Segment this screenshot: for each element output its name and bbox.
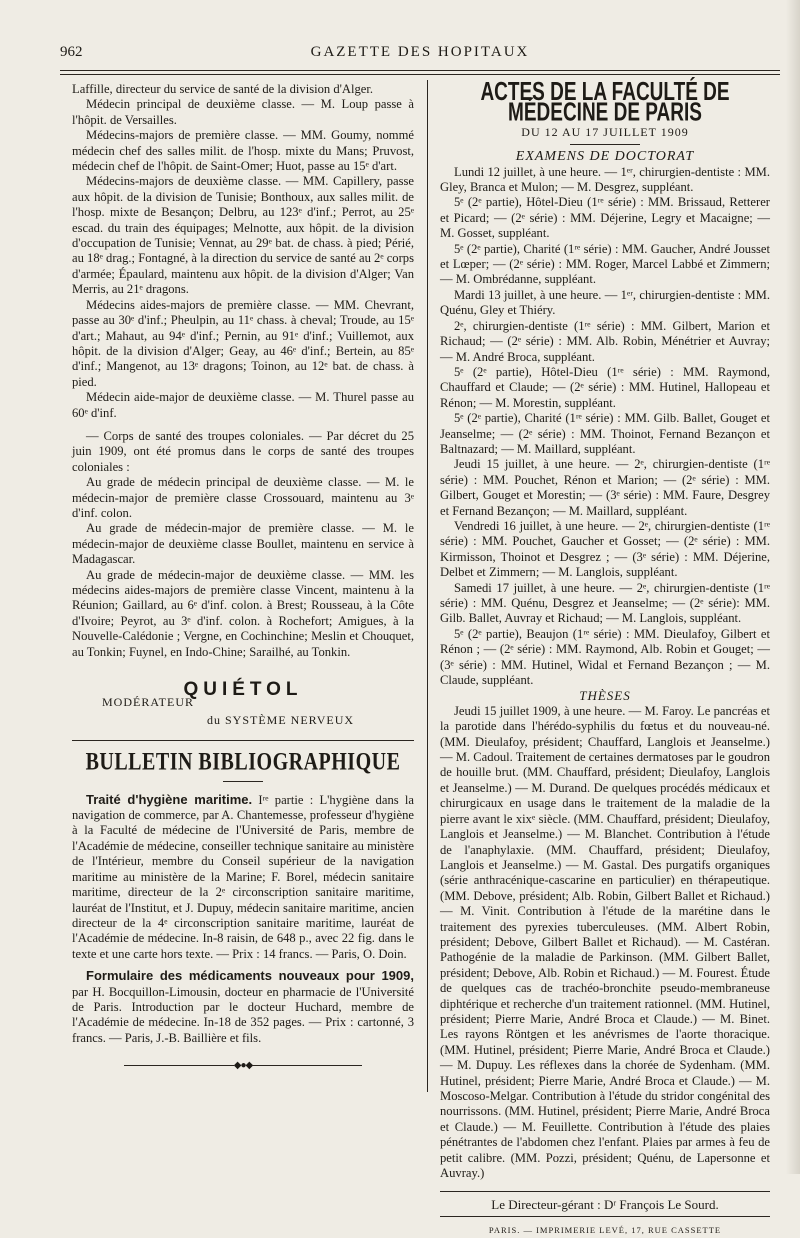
entry-title: Formulaire des médicaments nouveaux pour 1909, <box>86 968 414 984</box>
bulletin-title: BULLETIN BIBLIOGRAPHIQUE <box>85 748 401 776</box>
printer-rule <box>440 1216 770 1217</box>
end-ornament: ◆●◆ <box>72 1058 414 1073</box>
footer-rule <box>440 1191 770 1192</box>
exam-entry: 5ᵉ (2ᵉ partie), Hôtel-Dieu (1ʳᵉ série) : MM. Brissaud, Retterer et Picard; — (2ᵉ série) : MM. Déjerine, Legry et Macaigne; — M. Gosset, suppléant. <box>440 195 770 241</box>
left-paragraph: Au grade de médecin-major de première classe. — M. le médecin-major de deuxième classe Boullet, maintenu en service à Madagascar. <box>72 521 414 567</box>
exam-entry: Vendredi 16 juillet, à une heure. — 2ᵉ, chirurgien-dentiste (1ʳᵉ série) : MM. Pouchet, Gaucher et Gosset; — (2ᵉ série) : MM. Kirmisson, Thoinot et Desgrez ; — (3ᵉ série) : MM. Déjerine, Delbet et Zimmern; — M. Langlois, suppléant. <box>440 518 770 580</box>
header-rule <box>60 70 780 71</box>
page-edge-shadow <box>786 0 800 1174</box>
director-line: Le Directeur-gérant : Dʳ François Le Sourd. <box>491 1197 719 1213</box>
colonial-corps-paragraph: — Corps de santé des troupes coloniales. — Par décret du 25 juin 1909, ont été promus dans le corps de santé des troupes coloniales : <box>72 428 414 474</box>
exams-heading: EXAMENS DE DOCTORAT <box>515 149 695 165</box>
left-paragraph: Au grade de médecin-major de deuxième classe. — MM. les médecins aides-majors de première classe Vincent, maintenu à la Réunion; Gaillard, au 6ᵉ d'inf. colon. à Brest; Rousseau, à la Côte d'Ivoire; Peyrot, au 3ᵉ d'inf. colon. à Rochefort; Amigues, à la Nouvelle-Calédonie ; Vergne, en Cochinchine; Meslin et Chouquet, au Tonkin; Fuynel, en Indo-Chine; Sarailhé, au Tonkin. <box>72 567 414 659</box>
exam-entry: Jeudi 15 juillet, à une heure. — 2ᵉ, chirurgien-dentiste (1ʳᵉ série) : MM. Pouchet, Rénon et Marion; — (2ᵉ série) : MM. Gilbert, Gouget et Morestin; — (3ᵉ série) : MM. Faure, Desgrey et Fernand Bezançon; — M. Maillard, suppléant. <box>440 457 770 518</box>
left-paragraph: Médecins aides-majors de première classe. — MM. Chevrant, passe au 30ᵉ d'inf.; Pheulpin, au 11ᵉ chass. à cheval; Troude, au 15ᵉ d'art.; Mahaut, au 94ᵉ d'inf.; Pernin, au 91ᵉ d'inf.; Vuillemot, aux hôpit. de la division d'Alger; Geay, au 46ᵉ d'inf.; Bertein, au 85ᵉ d'inf.; Mangenot, au 13ᵉ dragons; Toinon, au 12ᵉ bat. de chass. à pied. <box>72 297 414 389</box>
short-rule <box>223 781 263 782</box>
exam-entry: 5ᵉ (2ᵉ partie), Charité (1ʳᵉ série) : MM. Gilb. Ballet, Gouget et Jeanselme; — (2ᵉ série) : MM. Thoinot, Fernand Bezançon et Baltnazard; — M. Maillard, suppléant. <box>440 411 770 456</box>
page-number: 962 <box>60 44 83 60</box>
right-column <box>440 78 770 1238</box>
short-rule <box>570 144 640 145</box>
left-paragraph: Médecins-majors de deuxième classe. — MM. Capillery, passe aux hôpit. de la division de Tunisie; Bonthoux, aux salles milit. de l'hosp. mixte de Besançon; Delbru, au 123ᵉ d'inf.; Perrot, au 25ᵉ escad. du train des équipages; Melnotte, aux hôpit. de la division d'occupation de Tunisie; Vennat, au 29ᵉ bat. de chass. à pied; Périé, au 18ᵉ drag.; Fontagné, à la direction du service de santé au 2ᵉ corps d'armée; Épaulard, maintenu aux hôpit. de la division d'Alger; Van Merris, au 21ᵉ dragons. <box>72 174 414 297</box>
exam-entry: Mardi 13 juillet, à une heure. — 1ᵉʳ, chirurgien-dentiste : MM. Quénu, Gley et Thiéry. <box>440 287 770 318</box>
theses-heading: THÈSES <box>579 688 631 704</box>
acts-dates: DU 12 AU 17 JUILLET 1909 <box>521 124 689 139</box>
acts-title: ACTES DE LA FACULTÉ DE MÉDECINE DE PARIS <box>480 78 730 128</box>
exam-entry: Samedi 17 juillet, à une heure. — 2ᵉ, chirurgien-dentiste (1ʳᵉ série) : MM. Quénu, Desgrez et Jeanselme; — (2ᵉ série): MM. Gilb. Ballet, Auvray et Richaud; — M. Langlois, suppléant. <box>440 580 770 626</box>
exam-entry: 2ᵉ, chirurgien-dentiste (1ʳᵉ série) : MM. Gilbert, Marion et Richaud; — (2ᵉ série) : MM. Alb. Robin, Ménétrier et Auvray; — M. André Broca, suppléant. <box>440 318 770 364</box>
left-paragraph: Médecin principal de deuxième classe. — M. Loup passe à l'hôpit. de Versailles. <box>72 97 414 127</box>
exam-entry: 5ᵉ (2ᵉ partie), Beaujon (1ʳᵉ série) : MM. Dieulafoy, Gilbert et Rénon ; — (2ᵉ série) : MM. Raymond, Alb. Robin et Gouget; — (3ᵉ série) : MM. Hutinel, Widal et Fernand Bezançon ; — M. Claude, suppléant. <box>440 626 770 688</box>
printer-line: PARIS. — IMPRIMERIE LEVÉ, 17, RUE CASSETTE <box>488 1224 722 1235</box>
entry-text: Iʳᵉ partie : L'hygiène dans la navigation de commerce, par A. Chantemesse, professeur d'hygiène à la Faculté de médecine de l'Université de Paris, membre de l'Académie de médecine, conseiller technique sanitaire au ministère de l'Intérieur, membre du Conseil supérieur de la navigation maritime au ministère de la Marine; F. Borel, médecin sanitaire maritime, directeur de la 2ᵉ circonscription sanitaire maritime, lauréat de l'Institut, et J. Dupuy, médecin sanitaire maritime, ancien directeur de la 4ᵉ circonscription sanitaire maritime, lauréat de l'Académie de médecine. In-8 raisin, de 648 p., avec 22 fig. dans le texte et une carte hors texte. — Prix : 14 francs. — Paris, O. Doin. <box>72 792 414 961</box>
exam-entry: 5ᵉ (2ᵉ partie), Hôtel-Dieu (1ʳᵉ série) : MM. Raymond, Chauffard et Claude; — (2ᵉ série) : MM. Hutinel, Hallopeau et Rénon; — M. Morestin, suppléant. <box>440 364 770 410</box>
left-column <box>72 82 414 1074</box>
left-paragraph: Laffille, directeur du service de santé de la division d'Alger. <box>72 82 374 96</box>
section-rule <box>72 740 414 741</box>
column-divider <box>427 80 428 1092</box>
page-header <box>60 42 780 68</box>
running-title: GAZETTE DES HOPITAUX <box>310 44 530 60</box>
theses-entry: Jeudi 15 juillet 1909, à une heure. — M. Faroy. Le pancréas et la parotide dans l'hérédo-syphilis du fœtus et du nouveau-né. (MM. Dieulafoy, président; Chauffard, Langlois et Jeanselme.) — M. Cadoul. Traitement de certaines dermatoses par le goudron de houille brut. (MM. Chauffard, président; Dieulafoy, Langlois et Jeanselme.) — M. Durand. De quelques procédés médicaux et chirurgicaux en usage dans le traitement de la maladie de la pierre avant le xixᵉ siècle. (MM. Chauffard, président; Dieulafoy, Langlois et Jeanselme.) — M. Blanchet. Contribution à l'étude de l'anaphylaxie. (MM. Chauffard, président; Dieulafoy, Langlois et Jeanselme.) — M. Gastal. Des purgatifs organiques (série anthracénique-cascarine en particulier) en thérapeutique. (MM. Debove, président; Alb. Robin, Gilbert Ballet et Richaud.) — M. Vinit. Contribution à l'étude de la marétine dans le traitement des pyrexies tuberculeuses. (MM. Albert Robin, président; Debove, Gilbert Ballet et Richaud). — M. Castéran. Pathogénie de la maladie de Parkinson. (MM. Gilbert Ballet, président; Debove, Alb. Robin et Richaud.) — M. Fourest. Étude de quelques cas de trachéo-bronchite pseudo-membraneuse diphtérique et recherche d'un traitement rationnel. (MM. Hutinel, président; Pierre Marie, André Broca et Claude.) — M. Binet. Les rayons Röntgen et les anévrismes de l'aorte thoracique. (MM. Hutinel, président; Pierre Marie, André Broca et Claude.) — M. Dupuy. Les réflexes dans la chorée de Sydenham. (MM. Hutinel, président; Pierre Marie, André Broca et Claude.) — M. Moscoso-Melgar. Contribution à l'étude du stridor congénital des nourrissons. (MM. Hutinel, président; Pierre Marie, André Broca et Claude.) — M. Feuillette. Contribution à l'étude des plaies pénétrantes de l'abdomen chez l'enfant. Plaies par armes à feu de petit calibre. (MM. Pozzi, président; Quénu, de Lapersonne et Auvray.) <box>440 703 770 1181</box>
quietol-advertisement <box>72 679 414 728</box>
ad-brand: QUIÉTOL <box>183 679 303 701</box>
entry-text: par H. Bocquillon-Limousin, docteur en pharmacie de l'Université de Paris. Introduction par le docteur Huchard, membre de l'Académie de médecine. In-18 de 352 pages. — Prix : cartonné, 3 francs. — Paris, J.-B. Baillière et fils. <box>72 984 414 1045</box>
header-rule-double <box>60 74 780 75</box>
ad-line-systeme: du SYSTÈME NERVEUX <box>207 712 355 727</box>
exam-entry: Lundi 12 juillet, à une heure. — 1ᵉʳ, chirurgien-dentiste : MM. Gley, Branca et Mulon; — M. Desgrez, suppléant. <box>440 164 770 195</box>
ad-line-moderateur: MODÉRATEUR <box>102 695 195 710</box>
left-paragraph: Médecin aide-major de deuxième classe. — M. Thurel passe au 60ᵉ d'inf. <box>72 390 414 420</box>
entry-title: Traité d'hygiène maritime. <box>86 791 253 807</box>
left-paragraph: Au grade de médecin principal de deuxième classe. — M. le médecin-major de première classe Crossouard, maintenu au 3ᵉ d'inf. colon. <box>72 475 414 520</box>
exam-entry: 5ᵉ (2ᵉ partie), Charité (1ʳᵉ série) : MM. Gaucher, André Jousset et Lœper; — (2ᵉ série) : MM. Roger, Marcel Labbé et Zimmern; — M. Ombrédanne, suppléant. <box>440 241 770 287</box>
bibliography-entry <box>72 792 414 962</box>
bibliography-entry <box>72 968 414 1046</box>
left-paragraph: Médecins-majors de première classe. — MM. Goumy, nommé médecin chef des salles milit. de l'hosp. mixte du Mans; Pruvost, médecin chef de l'hôpit. de Saint-Omer; Huot, passe au 15ᵉ d'art. <box>72 128 414 174</box>
